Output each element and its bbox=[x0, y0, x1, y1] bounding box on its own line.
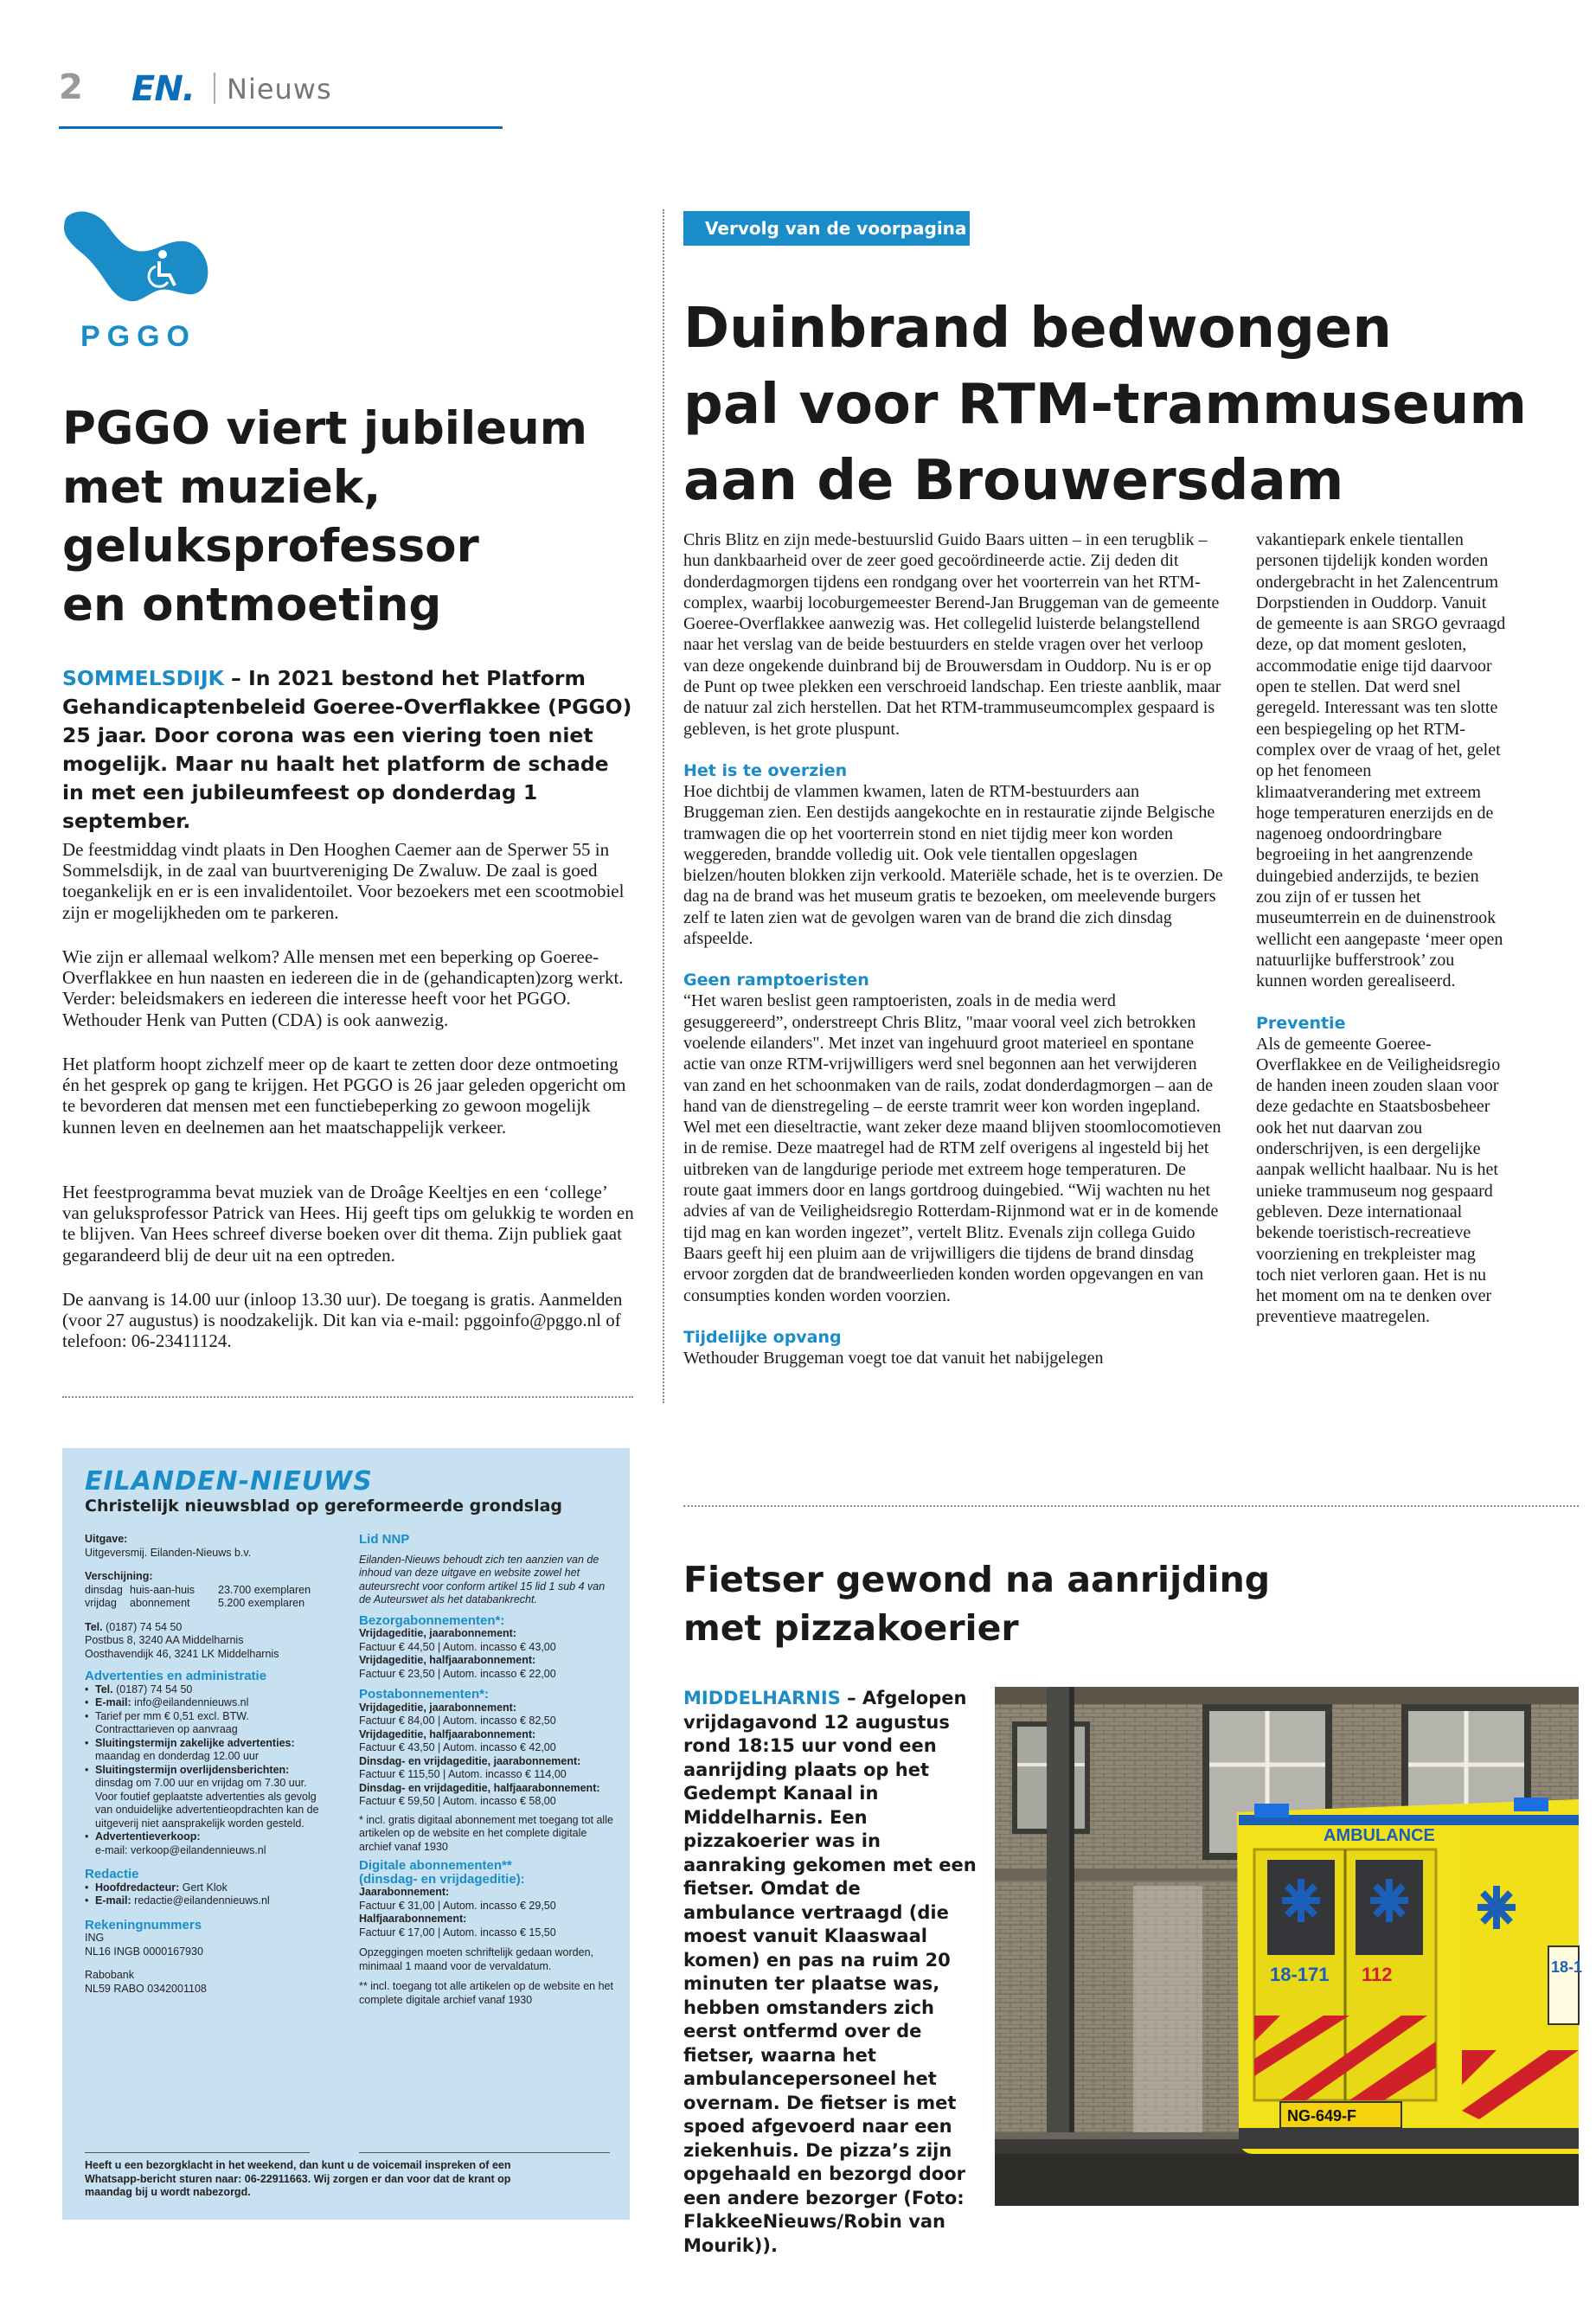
title-line: PGGO viert jubileum bbox=[62, 402, 588, 455]
title-line: aan de Brouwersdam bbox=[683, 449, 1344, 513]
lead-text: – Afgelopen vrijdagavond 12 augustus rond 18:15 uur vond een aanrijding plaats op het Gedempt Kanaal in Middelharnis. Een pizzakoerier was in aanraking gekomen met een fietser. Omdat de ambulance vertraagd (die moest vanuit Klaaswaal komen) en pas na ruim 20 minuten ter plaatse was, hebben omstanders zich eerst ontfermd over de fietser, waarna het ambulancepersoneel het overnam. De fietser is met spoed afgevoerd naar een ziekenhuis. De pizza’s zijn opgehaald en bezorgd door een andere bezorger (Foto: FlakkeeNieuws/Robin van Mourik)). bbox=[683, 1688, 977, 2256]
paragraph: De aanvang is 14.00 uur (inloop 13.30 uur). De toegang is gratis. Aanmelden (voor 27 augustus) is noodzakelijk. Dit kan via e-mail: pggoinfo@pggo.nl of telefoon: 06-23411124. bbox=[62, 1289, 623, 1352]
colophon-heading: Rekeningnummers bbox=[85, 1917, 202, 1932]
subheading: Tijdelijke opvang bbox=[683, 1327, 842, 1347]
colophon-rule bbox=[359, 2152, 610, 2153]
header-rule bbox=[59, 126, 503, 129]
colophon-subtitle: Christelijk nieuwsblad op gereformeerde grondslag bbox=[85, 1497, 563, 1516]
main-article-column-2 bbox=[1256, 529, 1507, 1328]
paragraph: Hoe dichtbij de vlammen kwamen, laten de RTM-bestuurders aan Bruggeman zien. Een destijds aangekochte en in restauratie zijnde Belgische tramwagen die op het voorterrein stond en niet tijdig meer kon worden weggereden, brandde volledig uit. Ook vele tientallen opgeslagen bielzen/houten blokken zijn verkoold. Materiële schade, het is te overzien. De dag na de brand was het museum gratis te bezoeken, om meelevende burgers zelf te laten zien wat de gevolgen waren van de brand die zich dinsdag afspeelde. bbox=[683, 781, 1223, 949]
colophon-heading: Bezorgabonnementen*: bbox=[359, 1612, 505, 1628]
ambulance-scene-image bbox=[995, 1687, 1583, 2206]
dateline: SOMMELSDIJK bbox=[62, 666, 224, 690]
colophon-heading: Postabonnementen*: bbox=[359, 1687, 490, 1702]
bottom-article-title bbox=[683, 1555, 1583, 1652]
license-plate: NG-649-F bbox=[1287, 2107, 1357, 2125]
colophon-rule bbox=[85, 2152, 310, 2153]
title-line: pal voor RTM-trammuseum bbox=[683, 373, 1528, 437]
left-article-lead bbox=[62, 664, 633, 836]
pggo-logo-text: PGGO bbox=[80, 320, 197, 353]
paragraph: Het feestprogramma bevat muziek van de Droâge Keeltjes en een ‘college’ van geluksprofessor Patrick van Hees. Hij geeft tips om gelukkig te worden en te blijven. Van Hees schreef diverse boeken over dit thema. Zijn publiek gaat gegarandeerd blij de deur uit na een optreden. bbox=[62, 1182, 634, 1266]
paragraph: Het platform hoopt zichzelf meer op de kaart te zetten door deze ontmoeting én het gesprek op gang te krijgen. Het PGGO is 26 jaar geleden opgericht om te bevorderen dat mensen met een functiebeperking zo gewoon mogelijk kunnen leven en deelnemen aan het maatschappelijk verkeer. bbox=[62, 1054, 626, 1138]
left-article-title bbox=[62, 400, 625, 635]
header-separator bbox=[214, 73, 215, 104]
ambulance bbox=[1237, 1798, 1582, 2154]
colophon-heading: (dinsdag- en vrijdageditie): bbox=[359, 1871, 525, 1887]
paragraph: vakantiepark enkele tientallen personen tijdelijk konden worden ondergebracht in het Zalencentrum Dorpstienden in Ouddorp. Vanuit de gemeente is aan SRGO gevraagd deze, op dat moment gesloten, accommodatie enige tijd daarvoor open te stellen. Dat werd snel geregeld. Interessant was ten slotte een bespiegeling op het RTM-complex over de vraag of het, gelet op het fenomeen klimaatverandering met extreem hoge temperaturen enerzijds en de nagenoeg ondoordringbare begroeiing in het aangrenzende duingebied anderzijds, te bezien zou zijn of er tussen het museumterrein en de duinenstrook wellicht een aangepaste ‘meer open natuurlijke bufferstrook’ zou kunnen worden gerealiseerd. bbox=[1256, 530, 1506, 991]
column-divider bbox=[663, 209, 664, 1403]
colophon-footer-note: Heeft u een bezorgklacht in het weekend, dan kunt u de voicemail inspreken of een Whatsapp-bericht sturen naar: 06-22911663. Wij zorgen er dan voor dat de krant op maandag bij u wordt nabezorgd. bbox=[85, 2159, 511, 2198]
colophon-right-column: Lid NNP Eilanden-Nieuws behoudt zich ten aanzien van de inhoud van deze uitgave en website zowel het auteursrecht voor conform artikel 15 lid 1 sub 4 van de Auteurswet als het databankrecht. Bezorgabonnementen*: Vrijdageditie, jaarabonnement: Factuur € 44,50 | Autom. incasso € 43,00 Vrijdageditie, halfjaarabonnement: Factuur € 23,50 | Autom. incasso € 22,00 Postabonnementen*: Vrijdageditie, jaarabonnement: Factuur € 84,00 | Autom. incasso € 82,50 Vrijdageditie, halfjaarabonnement: Factuur € 43,50 | Autom. incasso € 42,00 Dinsdag- en vrijdageditie, jaarabonnement: Factuur € 115,50 | Autom. incasso € 114,00 Dinsdag- en vrijdageditie, halfjaarabonnement: Factuur € 59,50 | Autom. incasso € 58,00 * incl. gratis digitaal abonnement met toegang tot alle artikelen op de website en het complete digitale archief vanaf 1930 Digitale abonnementen** (dinsdag- en vrijdageditie): Jaarabonnement: Factuur € 31,00 | Autom. incasso € 29,50 Halfjaarabonnement: Factuur € 17,00 | Autom. incasso € 15,50 Opzeggingen moeten schriftelijk gedaan worden, minimaal 1 maand voor de vervaldatum. ** incl. toegang tot alle artikelen op de website en het complete digitale archief vanaf 1930 bbox=[359, 1532, 613, 2006]
title-line: Fietser gewond na aanrijding bbox=[683, 1559, 1271, 1600]
left-divider bbox=[62, 1396, 633, 1398]
paragraph: “Het waren beslist geen ramptoeristen, zoals in de media werd gesuggereerd”, onderstreept Chris Blitz, "maar vooral veel zich betrokken voelende eilanders". Met inzet van ingehuurd groot materieel en spontane actie van onze RTM-vrijwilligers werd snel begonnen aan het verwijderen van zand en het schoonmaken van de rails, zodat donderdagmorgen – aan de hand van de dienstregeling – de eerste tramrit weer kon worden ingepland. Wel met een dieseltractie, want zeker deze maand blijven stoomlocomotieven in de remise. Deze maatregel had de RTM zelf overigens al ingesteld bij het uitbreken van de langdurige periode met extreem hoge temperaturen. De route gaat immers door en langs gortdroog duingebied. “Wij wachten nu het advies af van de Veiligheidsregio Rotterdam-Rijnmond wat er in de komende tijd mag en kan worden ingezet”, vertelt Blitz. Evenals zijn collega Guido Baars geeft hij een pluim aan de vrijwilligers die tijdens de brand dinsdag ervoor zorgden dat de brandweerlieden konden worden opgevangen en van consumpties konden worden voorzien. bbox=[683, 991, 1221, 1305]
ambulance-photo bbox=[995, 1687, 1583, 2206]
title-line: Duinbrand bedwongen bbox=[683, 297, 1392, 361]
side-unit-number: 18-1 bbox=[1551, 1958, 1583, 1976]
main-article-column-1 bbox=[683, 529, 1224, 1368]
section-name: Nieuws bbox=[227, 73, 332, 106]
colophon-heading: Advertenties en administratie bbox=[85, 1669, 267, 1683]
colophon-heading: Redactie bbox=[85, 1867, 139, 1881]
ambulance-label: AMBULANCE bbox=[1324, 1826, 1435, 1845]
title-line: met muziek, bbox=[62, 461, 381, 514]
continuation-tag: Vervolg van de voorpagina bbox=[683, 211, 970, 246]
pggo-logo bbox=[61, 206, 216, 357]
subheading: Geen ramptoeristen bbox=[683, 971, 869, 990]
main-article-title bbox=[683, 291, 1583, 519]
subheading: Het is te overzien bbox=[683, 760, 848, 780]
unit-number-left: 18-171 bbox=[1270, 1964, 1330, 1985]
dateline: MIDDELHARNIS bbox=[683, 1688, 841, 1708]
title-line: en ontmoeting bbox=[62, 579, 442, 631]
title-line: met pizzakoerier bbox=[683, 1607, 1019, 1649]
paragraph: De feestmiddag vindt plaats in Den Hooghen Caemer aan de Sperwer 55 in Sommelsdijk, in de zaal van buurtvereniging De Zwaluw. De zaal is goed toegankelijk en er is een invalidentoilet. Voor bezoekers met een scootmobiel zijn er mogelijkheden om te parkeren. bbox=[62, 839, 625, 923]
paragraph: Wie zijn er allemaal welkom? Alle mensen met een beperking op Goeree-Overflakkee en hun naasten en iedereen die in de (gehandicapten)zorg werkt. Verder: beleidsmakers en iedereen die interesse heeft voor het PGGO. Wethouder Henk van Putten (CDA) is ook aanwezig. bbox=[62, 946, 624, 1030]
colophon-heading: Lid NNP bbox=[359, 1532, 410, 1547]
newspaper-logo: EN. bbox=[131, 69, 195, 109]
bottom-article-lead bbox=[683, 1687, 977, 2258]
lead-text: – In 2021 bestond het Platform Gehandicaptenbeleid Goeree-Overflakkee (PGGO) 25 jaar. Door corona was een viering toen niet mogelijk. Maar nu haalt het platform de schade in met een jubileumfeest op donderdag 1 september. bbox=[62, 666, 632, 833]
colophon-name: EILANDEN-NIEUWS bbox=[85, 1466, 373, 1497]
colophon-left-column: Uitgave: Uitgeversmij. Eilanden-Nieuws b.v. Verschijning: dinsdag huis-aan-huis 23.700 exemplaren vrijdag abonnement 5.200 exemplaren Tel. (0187) 74 54 50 Postbus 8, 3240 AA Middelharnis Oosthavendijk 46, 3241 LK Middelharnis Advertenties en administratie • Tel. (0187) 74 54 50 • E-mail: info@eilandennieuws.nl • Tarief per mm € 0,51 excl. BTW. Contracttarieven op aanvraag • Sluitingstermijn zakelijke advertenties: maandag en donderdag 12.00 uur • Sluitingstermijn overlijdensberichten: dinsdag om 7.00 uur en vrijdag om 7.30 uur. Voor foutief geplaatste advertenties als gevolg van onduidelijke advertentieopdrachten kan de uitgeverij niet aansprakelijk worden gesteld. • Advertentieverkoop: e-mail: verkoop@eilandennieuws.nl Redactie • Hoofdredacteur: Gert Klok • E-mail: redactie@eilandennieuws.nl Rekeningnummers ING NL16 INGB 0000167930 Rabobank NL59 RABO 0342001108 bbox=[85, 1533, 344, 1996]
paragraph: Als de gemeente Goeree-Overflakkee en de Veiligheidsregio de handen ineen zouden slaan voor deze gedachte en Staatsbosbeheer ook het nut daarvan zou onderschrijven, is een dergelijke aanpak wellicht haalbaar. Nu is het unieke trammuseum nog gespaard gebleven. Deze internationaal bekende toeristisch-recreatieve voorziening en trekpleister mag toch niet verloren gaan. Het is nu het moment om na te denken over preventieve maatregelen. bbox=[1256, 1034, 1501, 1327]
page-number: 2 bbox=[59, 67, 83, 107]
paragraph: Chris Blitz en zijn mede-bestuurslid Guido Baars uitten – in een terugblik – hun dankbaarheid over de zeer goed gecoördineerde actie. Zij deden dit donderdagmorgen tijdens een rondgang over het voorterrein van het RTM-complex, waarbij locoburgemeester Berend-Jan Bruggeman van de gemeente Goeree-Overflakkee aanwezig was. Het collegelid luisterde belangstellend naar het verslag van de beide bestuurders en stelde vragen over het verloop van deze ongekende duinbrand bij de Brouwersdam in Ouddorp. Nu is er op de Punt op twee plekken een verschroeid landschap. Een trieste aanblik, maar de natuur zal zich herstellen. Dat het RTM-trammuseumcomplex gespaard is gebleven, is het grote pluspunt. bbox=[683, 530, 1221, 739]
paragraph: Wethouder Bruggeman voegt toe dat vanuit het nabijgelegen bbox=[683, 1348, 1104, 1368]
colophon-heading: Digitale abonnementen** bbox=[359, 1858, 512, 1873]
unit-number-right: 112 bbox=[1362, 1964, 1393, 1985]
subheading: Preventie bbox=[1256, 1013, 1346, 1033]
right-divider bbox=[683, 1505, 1579, 1507]
title-line: geluksprofessor bbox=[62, 520, 479, 573]
